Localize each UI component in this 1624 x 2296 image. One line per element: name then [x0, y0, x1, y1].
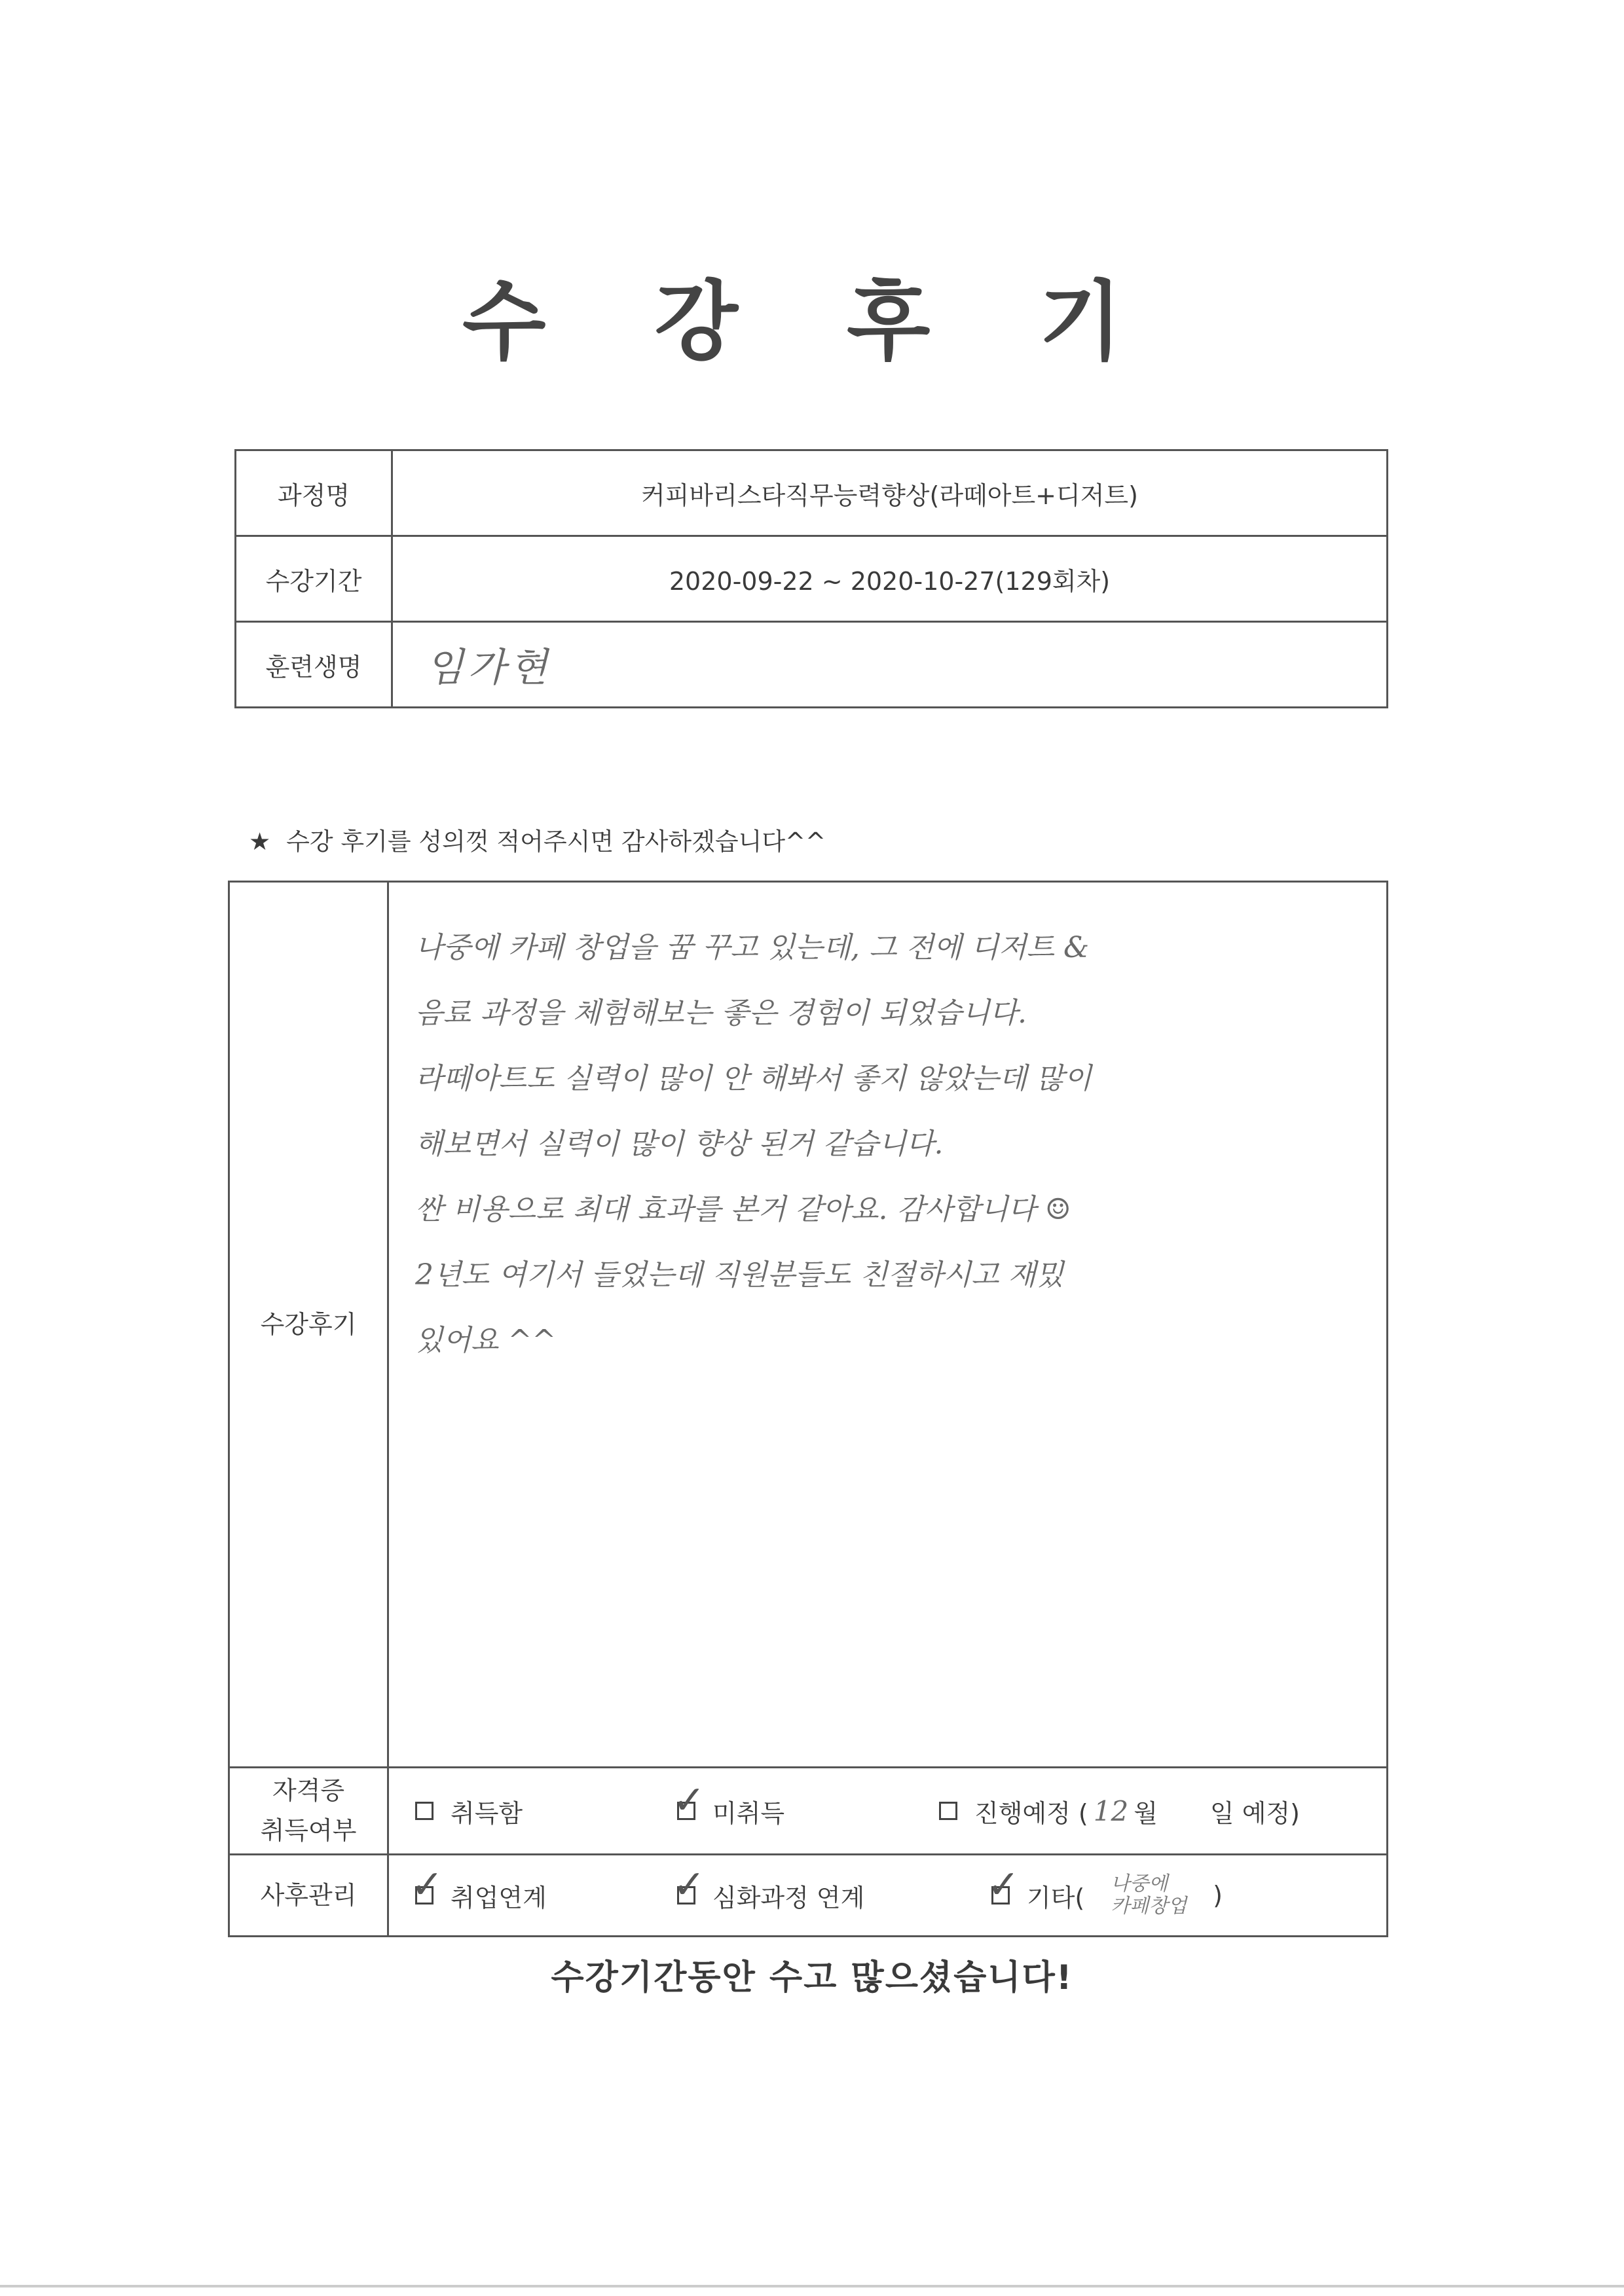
option-employment-label: 취업연계 — [451, 1883, 547, 1912]
trainee-label: 훈련생명 — [236, 622, 392, 708]
review-table — [228, 881, 1388, 1937]
checkbox-etc[interactable] — [987, 1862, 1020, 1908]
certificate-label-line1: 자격증 — [272, 1776, 345, 1806]
review-line: 2년도 여기서 들었는데 직원분들도 친절하시고 재밌 — [415, 1258, 1064, 1292]
review-content — [388, 882, 1388, 1768]
planned-month-handwriting: 12 — [1093, 1795, 1129, 1827]
review-row — [229, 882, 1388, 1768]
trainee-row — [236, 622, 1388, 708]
star-icon: ★ — [249, 828, 271, 856]
option-etc-suffix: ) — [1213, 1881, 1223, 1910]
certificate-options-cell — [388, 1768, 1388, 1855]
certificate-row — [229, 1768, 1388, 1855]
month-unit: 월 — [1134, 1798, 1158, 1828]
aftercare-label: 사후관리 — [229, 1855, 388, 1937]
check-mark-icon: ✓ — [673, 1862, 706, 1908]
page-title: 수 강 후 기 — [462, 272, 1162, 373]
option-employment[interactable] — [411, 1862, 677, 1914]
course-period-label: 수강기간 — [236, 536, 392, 622]
option-not-acquired-label: 미취득 — [712, 1798, 785, 1828]
check-mark-icon: ✓ — [411, 1862, 444, 1908]
check-mark-icon: ✓ — [673, 1777, 706, 1823]
footer-message: 수강기간동안 수고 많으셨습니다! — [551, 1958, 1073, 1997]
option-advanced-label: 심화과정 연계 — [712, 1883, 865, 1912]
course-name-label: 과정명 — [236, 450, 392, 536]
review-line: 라떼아트도 실력이 많이 안 해봐서 좋지 않았는데 많이 — [415, 1062, 1092, 1095]
review-line: 해보면서 실력이 많이 향상 된거 같습니다. — [415, 1127, 944, 1161]
aftercare-options — [389, 1862, 1386, 1918]
option-advanced[interactable] — [673, 1862, 991, 1914]
option-planned-suffix: 일 예정) — [1209, 1798, 1300, 1828]
option-acquired[interactable] — [415, 1793, 677, 1829]
course-info-table — [234, 449, 1388, 708]
notice-text: 수강 후기를 성의껏 적어주시면 감사하겠습니다^^ — [286, 828, 826, 856]
etc-handwriting — [1111, 1873, 1187, 1918]
option-acquired-label: 취득함 — [451, 1798, 523, 1828]
review-notice — [249, 822, 826, 857]
certificate-label-line2: 취득여부 — [260, 1816, 357, 1845]
certificate-options — [389, 1777, 1386, 1829]
review-line: 있어요 ^^ — [415, 1324, 557, 1357]
course-name-value: 커피바리스타직무능력향상(라떼아트+디저트) — [392, 450, 1388, 536]
aftercare-row — [229, 1855, 1388, 1937]
course-name-row — [236, 450, 1388, 536]
scan-edge-divider — [0, 2285, 1624, 2287]
option-etc-prefix: 기타( — [1027, 1883, 1085, 1912]
trainee-name-handwriting: 임가현 — [426, 645, 551, 691]
review-line: 음료 과정을 체험해보는 좋은 경험이 되었습니다. — [415, 996, 1027, 1030]
option-etc[interactable] — [987, 1862, 1223, 1918]
etc-hand-line2: 카페창업 — [1111, 1895, 1187, 1918]
option-planned-prefix: 진행예정 ( — [974, 1798, 1088, 1828]
option-not-acquired[interactable] — [673, 1777, 939, 1829]
review-line: 싼 비용으로 최대 효과를 본거 같아요. 감사합니다 ☺ — [415, 1193, 1071, 1226]
option-planned[interactable] — [939, 1793, 1300, 1829]
certificate-label — [229, 1768, 388, 1855]
checkbox-advanced[interactable] — [673, 1862, 706, 1908]
etc-hand-line1: 나중에 — [1111, 1872, 1168, 1895]
review-label: 수강후기 — [229, 882, 388, 1768]
checkbox-planned[interactable] — [939, 1802, 957, 1820]
course-period-row — [236, 536, 1388, 622]
trainee-name-cell — [392, 622, 1388, 708]
checkbox-employment[interactable] — [411, 1862, 444, 1908]
aftercare-options-cell — [388, 1855, 1388, 1937]
checkbox-not-acquired[interactable] — [673, 1777, 706, 1823]
checkbox-acquired[interactable] — [415, 1802, 434, 1820]
check-mark-icon: ✓ — [987, 1862, 1020, 1908]
review-line: 나중에 카페 창업을 꿈 꾸고 있는데, 그 전에 디저트 & — [415, 931, 1090, 964]
course-period-value: 2020-09-22 ~ 2020-10-27(129회차) — [392, 536, 1388, 622]
